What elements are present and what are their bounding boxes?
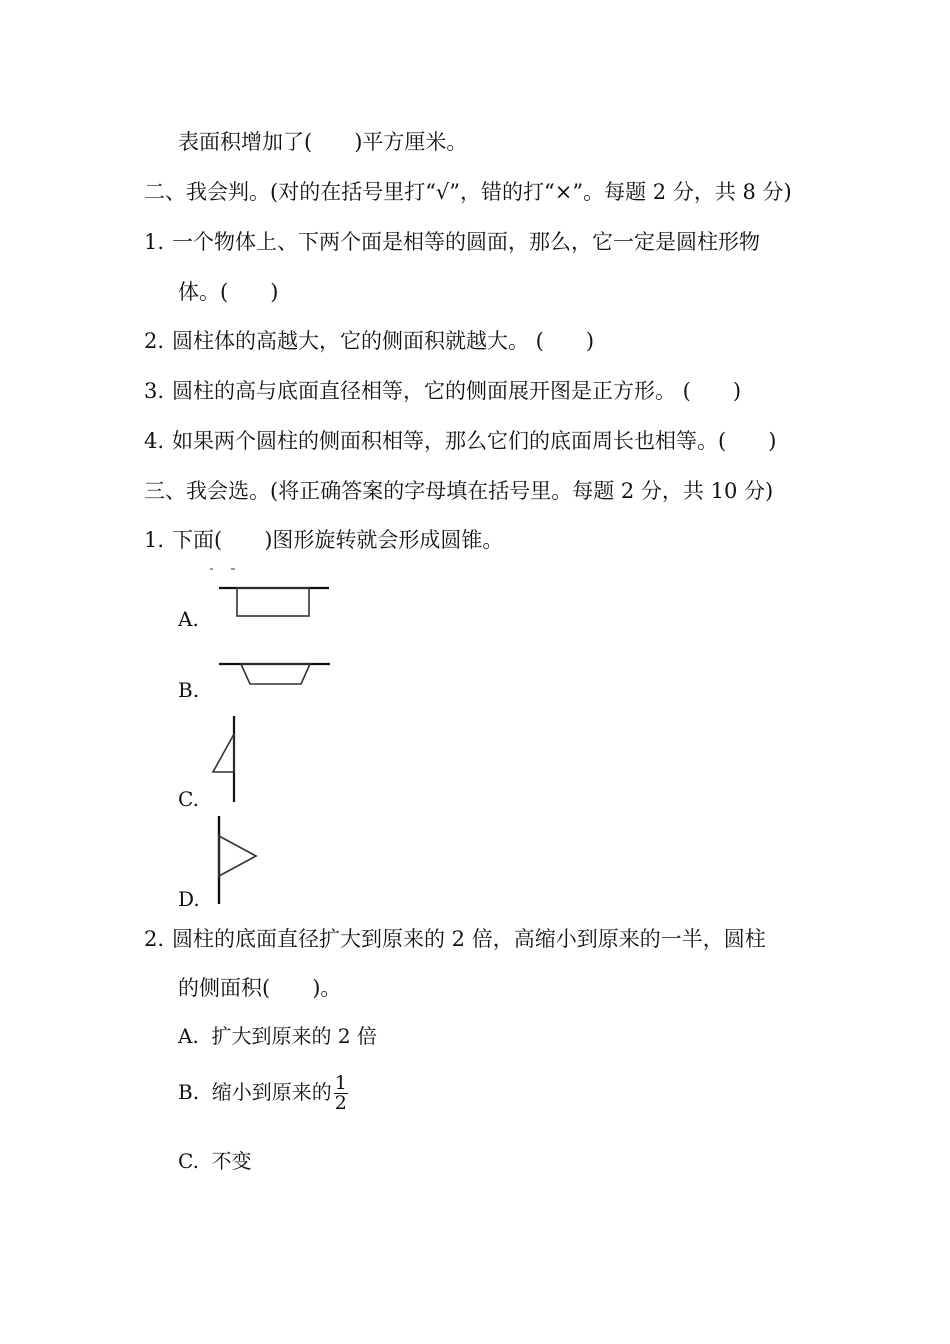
one-half-fraction (334, 1074, 348, 1113)
judge-item-4-text: 如果两个圆柱的侧面积相等，那么它们的底面周长也相等。( ) (172, 429, 777, 453)
figure-d (210, 814, 260, 908)
fraction-numerator: 1 (334, 1072, 347, 1094)
q2-option-a-label: A. (178, 1024, 199, 1048)
judge-item-2 (144, 327, 594, 355)
q2-option-c (178, 1148, 252, 1174)
judge-item-2-num: 2. (144, 329, 165, 353)
judge-item-4 (144, 427, 776, 455)
judge-item-3-num: 3. (144, 379, 165, 403)
option-c-label: C. (178, 787, 199, 811)
fraction-denominator: 2 (334, 1092, 347, 1114)
judge-item-1 (144, 228, 760, 256)
judge-item-1-text: 一个物体上、下两个面是相等的圆面，那么，它一定是圆柱形物 (172, 230, 760, 254)
figure-c (208, 714, 242, 804)
judge-item-1-num: 1. (144, 230, 165, 254)
q2-option-b-label: B. (178, 1080, 200, 1104)
q2-option-a (178, 1023, 377, 1049)
option-a-label: A. (178, 607, 199, 631)
continuation-line: 表面积增加了( )平方厘米。 (178, 130, 468, 154)
section-3-heading: 三、我会选。(将正确答案的字母填在括号里。每题 2 分，共 10 分) (144, 479, 774, 503)
choice-q2-cont: 的侧面积( )。 (178, 976, 342, 1000)
choice-q2 (144, 925, 766, 953)
choice-q2-text: 圆柱的底面直径扩大到原来的 2 倍，高缩小到原来的一半，圆柱 (172, 927, 766, 951)
judge-item-4-num: 4. (144, 429, 165, 453)
section-2-heading: 二、我会判。(对的在括号里打“√”，错的打“×”。每题 2 分，共 8 分) (144, 180, 792, 204)
option-b-label: B. (178, 678, 200, 702)
choice-q1-num: 1. (144, 528, 165, 552)
option-d-label: D. (178, 887, 200, 911)
judge-item-2-text: 圆柱体的高越大，它的侧面积就越大。 ( ) (172, 329, 595, 353)
judge-item-1-cont: 体。( ) (178, 280, 279, 304)
choice-q2-num: 2. (144, 927, 165, 951)
q2-option-b (178, 1074, 348, 1113)
judge-item-3 (144, 377, 741, 405)
q2-option-c-text: 不变 (211, 1149, 252, 1173)
figure-b (216, 658, 334, 688)
q2-option-b-text: 缩小到原来的 (211, 1080, 332, 1104)
choice-q1-text: 下面( )图形旋转就会形成圆锥。 (172, 528, 504, 552)
q2-option-a-text: 扩大到原来的 2 倍 (211, 1024, 377, 1048)
judge-item-3-text: 圆柱的高与底面直径相等，它的侧面展开图是正方形。 ( ) (172, 379, 742, 403)
q2-option-c-label: C. (178, 1149, 199, 1173)
figure-a (205, 566, 335, 622)
choice-q1 (144, 526, 503, 554)
